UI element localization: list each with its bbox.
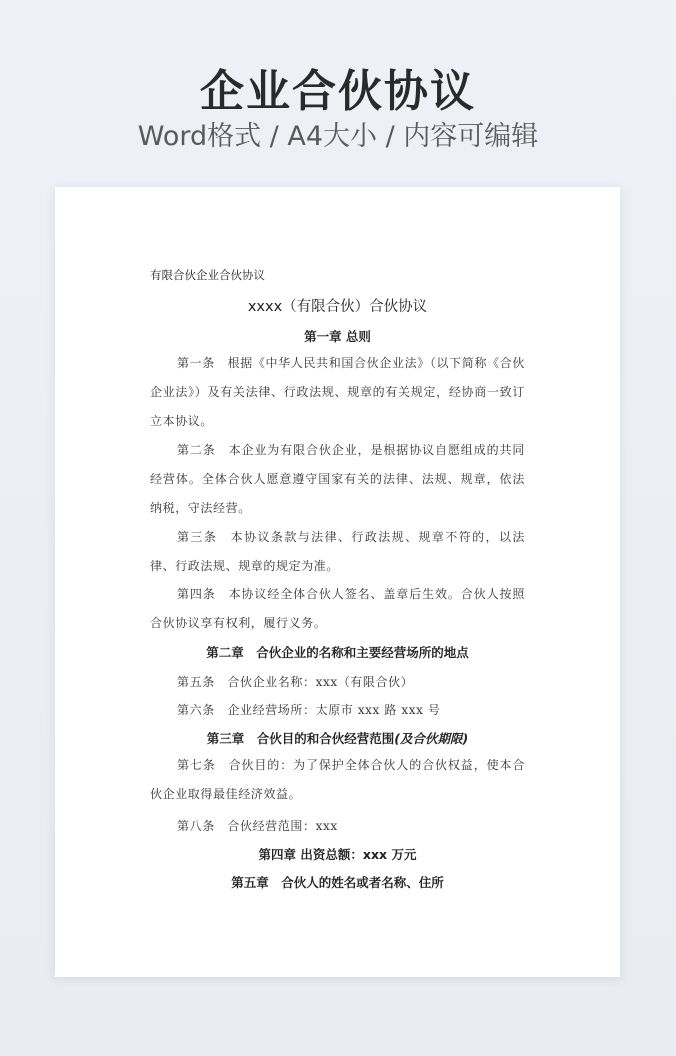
article-1: 第一条 根据《中华人民共和国合伙企业法》（以下简称《合伙企业法》）及有关法律、行政法规、规章的有关规定，经协商一致订立本协议。	[150, 356, 525, 428]
chapter-1-heading: 第一章 总则	[304, 329, 371, 344]
article-3: 第三条 本协议条款与法律、行政法规、规章不符的，以法律、行政法规、规章的规定为准。	[150, 530, 525, 573]
article-7: 第七条 合伙目的：为了保护全体合伙人的合伙权益，使本合伙企业取得最佳经济效益。	[150, 758, 525, 801]
article-5: 第五条 合伙企业名称：xxx（有限合伙）	[177, 675, 414, 689]
document-page	[55, 187, 620, 977]
article-2: 第二条 本企业为有限合伙企业，是根据协议自愿组成的共同经营体。全体合伙人愿意遵守国家有关的法律、法规、规章，依法纳税，守法经营。	[150, 443, 525, 515]
page-subtitle: Word格式 / A4大小 / 内容可编辑	[137, 121, 539, 152]
document-title: xxxx（有限合伙）合伙协议	[247, 299, 428, 315]
article-4: 第四条 本协议经全体合伙人签名、盖章后生效。合伙人按照合伙协议享有权利，履行义务。	[150, 587, 525, 630]
chapter-3-heading	[150, 729, 525, 747]
page-title: 企业合伙协议	[200, 66, 476, 117]
chapter-3-term: (及合伙期限)	[394, 731, 469, 746]
chapter-2-heading: 第二章 合伙企业的名称和主要经营场所的地点	[206, 645, 469, 660]
chapter-4-heading: 第四章 出资总额：xxx 万元	[258, 847, 417, 862]
document-label: 有限合伙企业合伙协议	[150, 268, 265, 282]
article-8: 第八条 合伙经营范围：xxx	[177, 819, 338, 833]
chapter-3-title: 第三章 合伙目的和合伙经营范围	[206, 731, 395, 746]
chapter-5-heading: 第五章 合伙人的姓名或者名称、住所	[231, 875, 444, 890]
article-6: 第六条 企业经营场所：太原市 xxx 路 xxx 号	[177, 703, 441, 717]
